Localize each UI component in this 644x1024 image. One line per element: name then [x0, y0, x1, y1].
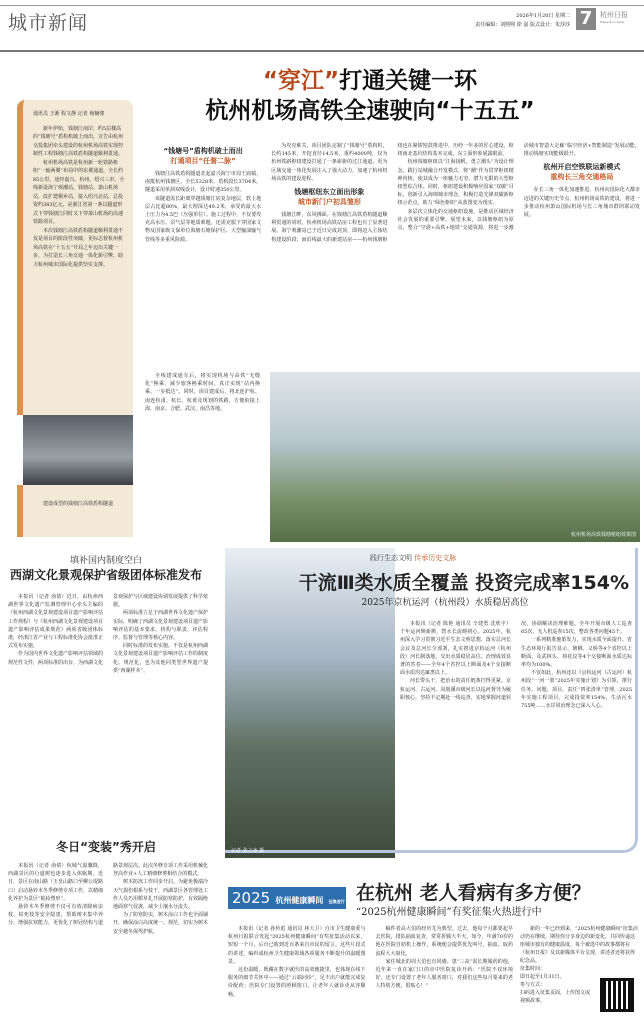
tunnel-photo-caption: 建设成型的钱塘江高铁盾构隧道 — [17, 485, 133, 537]
intro-paragraph: 本次钱塘江高铁盾构隧道顺利贯通不仅是项目的阶段性突破，更标志着杭州机场高铁在“十五五”开局之年迈出关键一步，为打造长三角交通一体化新引擎、助力杭州城市国际化提供坚实支撑。 — [33, 227, 124, 268]
paragraph: 悬铃木冬季修剪不仅可有效清除病虫枝、枯死枝等安全隐患，帮助树木集中养分、增强抗寒能力，更优化了树冠结构与道路景观层次。此次冬修专项工作采用机械化登高作业+人工精细修剪相结合的模式。 — [8, 863, 209, 927]
lead-intro-box — [17, 100, 133, 415]
paragraph: 同时标准的发布实施，不仅是杭州西湖文化景观建设项目遗产影响评估工作的制度化、规范化，也为其他同类型世界遗产提供“西湖样本”。 — [113, 643, 209, 674]
paragraph: 全线建成通车后，将实现机场与高铁“无缝化”换乘，减少旅客换乘时间，真正实现“站内换乘、一步抵达”。同时，项目建成后，将北连沪杭、南连杭甬、杭长、杭黄及规划的铁路，方便衔接上海、南京、合肥、武汉、南昌等地。 — [145, 373, 260, 412]
paragraph: 本报讯（记者 俞倩）杭城气温骤降，西湖景区的行道树也逐步进入休眠期。近日，景区在南山路（玉皇山路口至柳公堤路口）启动悬铃木冬季修剪专项工作，以精细化养护为景区“梳妆塑形”。 — [8, 863, 104, 902]
value-method: 扫码进入征集页面，上传图文或视频故事。 — [520, 990, 591, 1004]
photo-credit: 记者 张之冰 摄 — [231, 848, 265, 854]
paragraph: 家住城北的周大伯也有同感。患“三高”需长期服药的他，近年来一直在家门口的市中医院复诊开药：“医院不仅环境好，还专门设置了老年人服务窗口，对我们这些每月要来的老人特别方便，很贴心！” — [375, 958, 513, 990]
subhead — [271, 187, 387, 207]
health-body — [228, 925, 513, 1024]
intro-paragraph: 杭州机场高铁是杭州新一轮铁路枢纽“一轴两翼”布局中的东翼通道，全长约85公里，途经嘉兴、杭州、绍兴三市，全线新设海宁观潮站、钱塘站、萧山机场站，改扩建桐乡站，接入绍兴北站，总投资约383亿元，是浙江省第一条以隧道形式下穿钱塘江同时又下穿萧山机场的高速铁路项目。 — [33, 159, 125, 225]
logo-text: 杭州日报 — [600, 11, 628, 19]
health-moment-logo — [228, 887, 346, 930]
kicker-b: 传承历史文脉 — [414, 554, 457, 562]
subhead-accent: 城市新门户初具雏形 — [297, 198, 361, 207]
paragraph: 新的一年已经到来，“2025杭州健康瞬间”征集活动仍在继续，期待你分享身边的新变化，共同传递这座城市独有的健康温度。每个被选中的故事都将在《杭州日报》及其新媒体平台呈现，讲述者还将获得纪念品。 — [520, 926, 638, 964]
subhead — [524, 162, 640, 182]
value-time: 即日起至1月31日。 — [520, 974, 565, 980]
paragraph: 两项标准立足于西湖世界文化遗产保护实际，明确了西湖文化景观建设项目遗产影响评估的基本要求、机构与职责、评估程序、监督与管理等核心内容。 — [113, 610, 209, 642]
intro-paragraph: 新年伊始，钱塘江南岸，约5层楼高的“钱塘号”盾构机破土而出，宣告由杭州交投集团牵头建设的杭州机场高铁实现控制性工程钱塘江高铁盾构隧道顺利贯通。 — [33, 125, 124, 157]
health-subheadline: “2025杭州健康瞬间”有奖征集火热进行中 — [356, 907, 542, 918]
subhead-main: 钱塘枢纽东立面出形象 — [294, 188, 365, 197]
logo-text: 杭州健康瞬间 — [275, 896, 324, 905]
paragraph: 本报讯（记者 孙传彪 通讯员 林大卫）自市卫生健康委与杭州日报联合发起“2025杭州健康瞬间”有奖征集活动以来，短短一个月，后台已收到近百条来自市民的留言。这些片段式的讲述，编织成杭州卫生健康领域各项服务不断提升的温暖图景。 — [228, 926, 366, 965]
editors-credit: 责任编辑：刘熙熙 徐 滋 版式设计：朱莎莎 — [475, 22, 570, 28]
section-title: 城市新闻 — [8, 12, 89, 34]
water-headline: 干流Ⅲ类水质全覆盖 投资完成率154% — [298, 572, 629, 594]
paragraph: 为了防寒防虫，树木涂白工作也全面铺开，确保涂白高度统一、规范，切实为树木安全越冬保驾护航。 — [113, 912, 209, 935]
paragraph: 一系列精准施策发力，实现水质全面提升。省生态环境厅报告显示，塘栖、义桥等4个省控以上断面，及武林头、荷花坟等4个交接断面水质达标率均为100%。 — [521, 637, 632, 669]
logo-year: 2025 — [232, 889, 271, 907]
kicker-a: 践行生态文明 — [370, 554, 412, 562]
lead-article-body-cont — [145, 372, 260, 502]
paragraph: 树木防冻工作同步开启。为避免极端冷天气损伤根系与枝干，西湖景区各管理处工作人员巧用稻草扎开展防寒防护，有效隔绝地面寒气侵袭，减少土壤水分流失。 — [113, 879, 209, 911]
headline-line1: 打通关键一环 — [339, 68, 478, 94]
subhead-accent: 重构长三角交通格局 — [550, 173, 614, 182]
winter-body — [8, 862, 208, 1024]
top-rule — [0, 5, 644, 6]
paragraph: 这份温暖，既藏在数字就医的高效便捷里，也体现在线下服务的细节关怀中——通过“云端问诊”，足不出户就能完成复诊配药；医院专门设置的照顾窗口，让老年人就诊更从容顺畅。 — [228, 967, 366, 998]
xihu-body — [8, 593, 208, 823]
paragraph: 杭州钱塘枢纽以“江海扬帆、勇立潮头”为设计理念，践行站城融合开发模式，将“潮”作为贯穿枢纽精神内核，使其成为一座魅力无穷、潜力无限的大型枢纽型综合体。同时，枢纽建设积极响应国家“双碳”目标，创新引入海绵城市理念，积极打造先锋双碳新枢纽示范点，助力“绿色枢纽”从蓝图变为现实。 — [397, 159, 514, 207]
paragraph: 作为国内世界文化遗产影响评估领域的规范性文件，两项标准的出台，为西湖文化景观保护与区域建设协调发展提供了科学依据。 — [8, 594, 209, 666]
health-headline: 在杭州 老人看病有多方便？ — [356, 882, 591, 904]
lead-article-body — [145, 142, 640, 372]
logo-en: Hangzhou Daily — [600, 20, 625, 24]
paragraph: 该隧道需长距离穿越钱塘江底复杂地层，软土地层占比超80%，最大埋深达49.2米，承受的最大水土压力为4.5巴（压强单位）。施工过程中，不仅要攻克高水压、沼气层等地质难题，还需克服下穿国家文物及国家级文保单位海塘石塘保护区、大型输油输气管线等多重风险源。 — [145, 195, 262, 243]
logo-tag: 征集进行中 — [232, 899, 345, 930]
image-caption: 杭州机场高铁钱塘枢纽效果图 — [570, 532, 636, 538]
xihu-headline: 西湖文化景观保护省级团体标准发布 — [9, 568, 202, 582]
subhead-main: “钱塘号”盾构机破土而出 — [163, 147, 243, 155]
paragraph: 为攻克难关，项目团队定制了“钱塘号”盾构机，长约145米，开挖直径14.5米，重约4000吨，仅为杭州铁路枢纽建设打通了一条崭新的过江通道，更为区域交通一体化发展注入了强大动力，加速了杭州机场高铁的建设进程。 — [271, 143, 388, 182]
subhead — [145, 146, 261, 166]
paragraph: 钱塘江畔，东风拂面。在钱塘江高铁盾构隧道顺利贯通的同时，杭州机场高铁站房工程也有了显著进展。海宁观潮站已于近日完成封顶，即将迈入主体结构建设阶段；而沿线最大的新建站房——杭州钱塘枢纽也在紧锣密鼓推进中。历经一年多的匠心建设，枢纽南北基坑结构基本完成，东立面形象展露眼前。 — [271, 143, 514, 243]
label-time: 征集时间： — [520, 966, 546, 972]
paragraph: 本报讯（记者 陈艳 通讯员 辛建勇 沈欣宇）千年运河焕新颜，碧水长流映初心。2025年，杭州深入学习贯彻习近平生态文明思想，落实总河长会议及总河长令部署，扎实推进京杭运河（杭州段）河长制落地，交出水质稳居高位、治理成效显著的答卷——全年4个省控以上断面及4个交接断面水质均达Ⅲ类以上。 — [400, 621, 511, 677]
hub-rendering-image — [270, 372, 640, 542]
water-subheadline: 2025年京杭运河（杭州段）水质稳居高位 — [361, 598, 529, 608]
paragraph: 不仅如此，杭州还以《京杭运河（古运河）杭州段“一河一策”2025年实施计划》为引领，推行任务、问题、项目、责任“四张清单”管理，2025年实施工程项目，完成投资率154%，生活污水755吨……水岸同治理念已深入人心。 — [521, 670, 632, 710]
newspaper-logo — [600, 10, 628, 24]
qr-code-icon[interactable] — [600, 978, 634, 1012]
water-body — [400, 620, 632, 850]
water-kicker — [370, 553, 456, 563]
lead-headline — [150, 66, 590, 126]
tunnel-photo — [23, 415, 133, 485]
xihu-kicker: 填补国内制度空白 — [69, 556, 142, 566]
issue-date: 2026年1月20日 星期二 — [516, 13, 570, 19]
page-number: 7 — [576, 8, 596, 30]
paragraph: 多层次立体化的交通枢纽设施，是推动区域经济社会发展的重要引擎。展望未来，以钱塘枢纽为原点，整合“空港+高铁+地铁”交通资源，将进一步激活城市智造大走廊“临空经济+智能制造”发展动能，推动钱塘实现能级跃升。 — [397, 143, 640, 232]
headline-highlight: “穿江” — [262, 68, 340, 94]
paragraph: 钱塘江高铁盾构隧道北起嘉兴海宁市周王庙镇，南抵杭州钱塘区，全长5328米，盾构段长3704米。隧道采用单洞双线设计，设计时速350公里。 — [145, 171, 262, 194]
paragraph: 稿件者高大伯的经历尤为典型。过去，他每个月都要起早去医院，排队抽血复查，常常折腾大半天。如今，年满70岁的他在医院自助机上操作，系统便会提供优先叫号，抽血、取药流程大大简化。 — [375, 926, 513, 957]
label-method: 参与方式： — [520, 982, 546, 988]
paragraph: 河长带头干，把治水的责任链条拧得更紧。京杭运河、古运河、凤凰溪市级河长以巡河督导为履职核心，坚持不定期赴一线巡查，实地掌握河道状况，协调解决治理难题。全年开展市级人工巡查65次，无人机巡查15次，整改各类问题45个。 — [400, 621, 632, 701]
byline: 通讯员 王淅 程文静 记者 杨楠骏 — [33, 111, 105, 117]
header-rule — [0, 50, 644, 52]
headline-line2: 杭州机场高铁全速驶向“十五五” — [205, 98, 535, 124]
subhead-main: 杭州开启空铁联运新模式 — [543, 163, 621, 172]
paragraph: 在长三角一体化加速推进、杭州向国际化大都市迈进的关键历史节点，杭州机场高铁的建设，将进一步推动杭州萧山国际机场与长三角城市群的联动发展。 — [523, 187, 640, 219]
subhead-accent: 打通项目“任督二脉” — [170, 157, 236, 165]
winter-headline: 冬日“变装”秀开启 — [56, 840, 156, 854]
paragraph: 本报讯（记者 俞倩）近日，由杭州西湖世界文化遗产监测管理中心牵头主编的《杭州西湖文化景观建设项目遗产影响评估工作规程》与《杭州西湖文化景观建设项目遗产影响评估成果规范》两项省级团体标准，经浙江省产业与工程标准化协会批准正式发布实施。 — [8, 594, 104, 650]
